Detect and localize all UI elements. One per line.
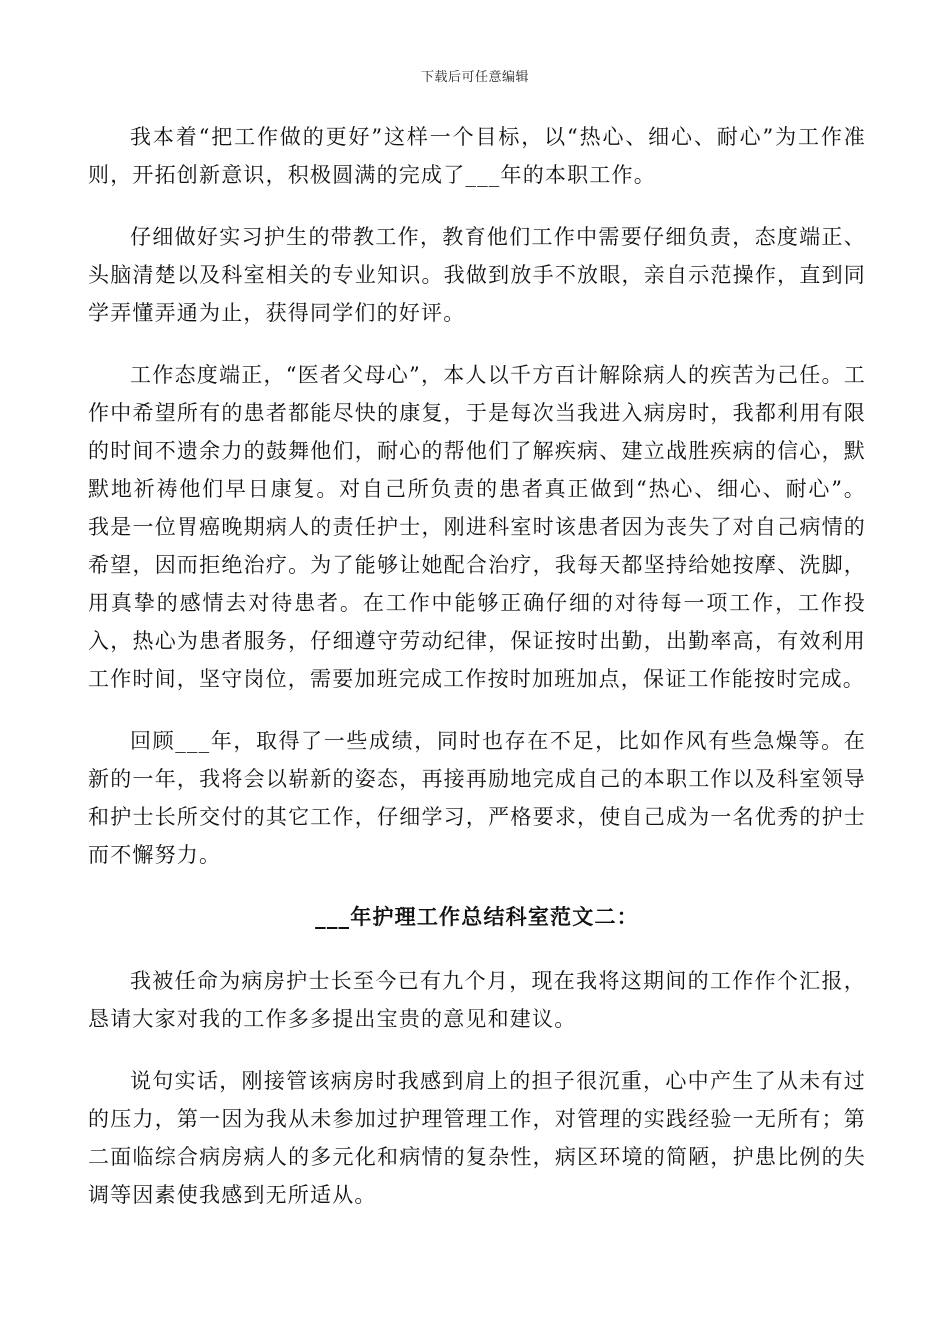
paragraph-6: 说句实话，刚接管该病房时我感到肩上的担子很沉重，心中产生了从未有过的压力，第一因为我从未参加过护理管理工作，对管理的实践经验一无所有；第二面临综合病房病人的多元化和病情的复杂性，病区环境的简陋，护患比例的失调等因素使我感到无所适从。 <box>88 1069 866 1207</box>
paragraph-1: 我本着“把工作做的更好”这样一个目标，以“热心、细心、耐心”为工作准则，开拓创新意识，积极圆满的完成了___年的本职工作。 <box>88 125 866 187</box>
paragraph-2: 仔细做好实习护生的带教工作，教育他们工作中需要仔细负责，态度端正、头脑清楚以及科室相关的专业知识。我做到放手不放眼，亲自示范操作，直到同学弄懂弄通为止，获得同学们的好评。 <box>88 225 866 325</box>
paragraph-3: 工作态度端正，“医者父母心”，本人以千方百计解除病人的疾苦为己任。工作中希望所有的患者都能尽快的康复，于是每次当我进入病房时，我都利用有限的时间不遗余力的鼓舞他们，耐心的帮他们了解疾病、建立战胜疾病的信心，默默地祈祷他们早日康复。对自己所负责的患者真正做到“热心、细心、耐心”。我是一位胃癌晚期病人的责任护士，刚进科室时该患者因为丧失了对自己病情的希望，因而拒绝治疗。为了能够让她配合治疗，我每天都坚持给她按摩、洗脚，用真挚的感情去对待患者。在工作中能够正确仔细的对待每一项工作，工作投入，热心为患者服务，仔细遵守劳动纪律，保证按时出勤，出勤率高，有效利用工作时间，坚守岗位，需要加班完成工作按时加班加点，保证工作能按时完成。 <box>88 363 866 691</box>
page-header-note: 下载后可任意编辑 <box>420 70 529 85</box>
section-heading: ___年护理工作总结科室范文二： <box>315 904 639 929</box>
paragraph-4: 回顾___年，取得了一些成绩，同时也存在不足，比如作风有些急燥等。在新的一年，我将会以崭新的姿态，再接再励地完成自己的本职工作以及科室领导和护士长所交付的其它工作，仔细学习，严格要求，使自己成为一名优秀的护士而不懈努力。 <box>88 729 866 867</box>
paragraph-5: 我被任命为病房护士长至今已有九个月，现在我将这期间的工作作个汇报，恳请大家对我的工作多多提出宝贵的意见和建议。 <box>88 969 866 1031</box>
document-body <box>88 118 866 1238</box>
